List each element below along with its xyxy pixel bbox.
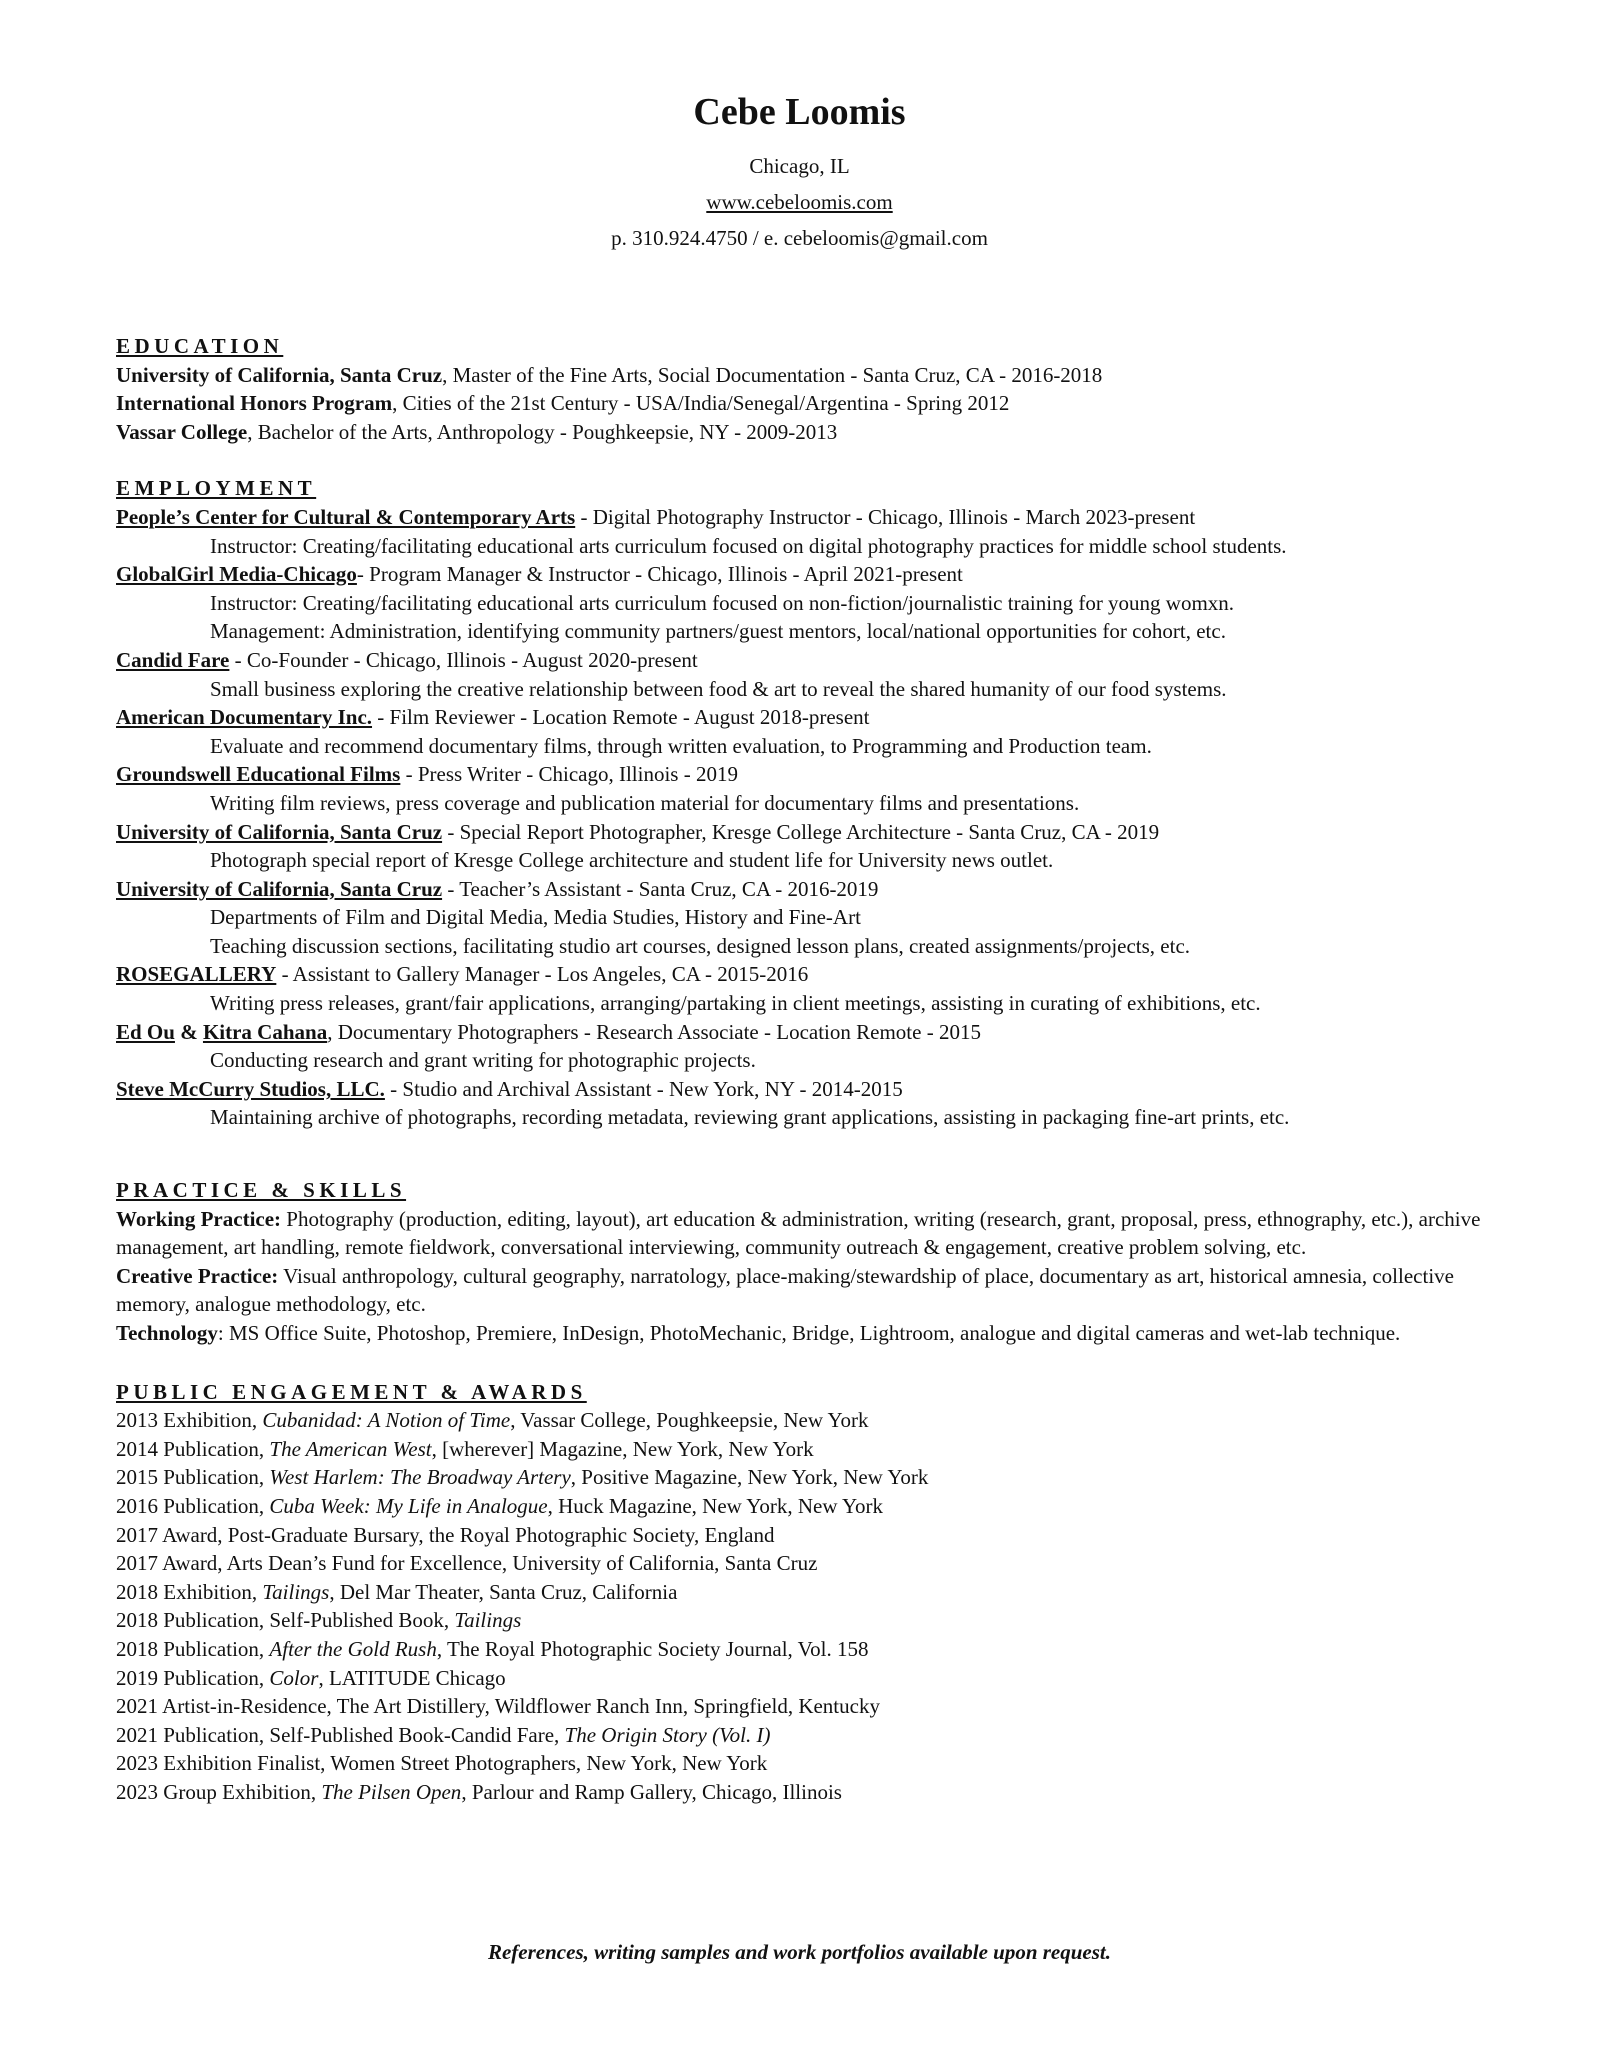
award-title: Tailings xyxy=(262,1579,330,1604)
skills-section xyxy=(116,1176,1486,1348)
award-text: , The Royal Photographic Society Journal, Vol. 158 xyxy=(436,1636,869,1661)
job-description: Instructor: Creating/facilitating educational arts curriculum focused on digital photography practices for middle school students. xyxy=(210,533,1287,558)
skills-creative xyxy=(116,1262,1486,1319)
job-role: - Special Report Photographer, Kresge College Architecture - Santa Cruz, CA - 2019 xyxy=(442,819,1160,844)
job-role: - Studio and Archival Assistant - New York, NY - 2014-2015 xyxy=(384,1076,903,1101)
job-title-line xyxy=(116,875,1486,904)
employer-name-2: Kitra Cahana xyxy=(202,1019,328,1044)
award-item xyxy=(116,1721,1486,1750)
award-text: 2021 Publication, Self-Published Book-Candid Fare, xyxy=(116,1722,565,1747)
resume-header xyxy=(0,88,1599,256)
job-title-line xyxy=(116,960,1486,989)
job-title-line xyxy=(116,703,1486,732)
education-detail: , Bachelor of the Arts, Anthropology - Poughkeepsie, NY - 2009-2013 xyxy=(247,419,838,444)
job-role: - Teacher’s Assistant - Santa Cruz, CA - 2016-2019 xyxy=(442,876,879,901)
employer-name: Steve McCurry Studios, LLC. xyxy=(116,1076,385,1101)
job-role: - Co-Founder - Chicago, Illinois - August 2020-present xyxy=(229,647,698,672)
school-name: University of California, Santa Cruz xyxy=(116,362,443,387)
award-title: Color xyxy=(269,1665,319,1690)
award-item xyxy=(116,1435,1486,1464)
job-description: Management: Administration, identifying community partners/guest mentors, local/national opportunities for cohort, etc. xyxy=(210,619,1226,644)
section-title-skills: PRACTICE & SKILLS xyxy=(116,1178,407,1203)
award-text: , Huck Magazine, New York, New York xyxy=(547,1493,884,1518)
footer-note: References, writing samples and work portfolios available upon request. xyxy=(487,1940,1112,1964)
resume-name: Cebe Loomis xyxy=(693,91,906,133)
job-role: - Film Reviewer - Location Remote - August 2018-present xyxy=(372,705,870,730)
award-text: , Positive Magazine, New York, New York xyxy=(570,1465,929,1490)
award-text: , [wherever] Magazine, New York, New York xyxy=(431,1436,814,1461)
education-detail: , Cities of the 21st Century - USA/India/Senegal/Argentina - Spring 2012 xyxy=(392,391,1010,416)
contact-line: p. 310.924.4750 / e. cebeloomis@gmail.com xyxy=(611,226,988,250)
education-item xyxy=(116,389,1486,418)
location: Chicago, IL xyxy=(749,154,850,178)
job-description: Instructor: Creating/facilitating educational arts curriculum focused on non-fiction/journalistic training for young womxn. xyxy=(210,590,1235,615)
job-role: , Documentary Photographers - Research Associate - Location Remote - 2015 xyxy=(327,1019,981,1044)
skills-technology xyxy=(116,1319,1486,1348)
award-title: Tailings xyxy=(454,1608,522,1633)
website-link[interactable]: www.cebeloomis.com xyxy=(706,190,893,214)
award-text: 2013 Exhibition, xyxy=(116,1408,263,1433)
education-item xyxy=(116,361,1486,390)
awards-section xyxy=(116,1378,1486,1807)
award-title: The Origin Story (Vol. I) xyxy=(564,1722,771,1747)
job-description: Photograph special report of Kresge College architecture and student life for University news outlet. xyxy=(210,848,1054,873)
award-text: 2017 Award, Post-Graduate Bursary, the Royal Photographic Society, England xyxy=(116,1522,775,1547)
employment-section xyxy=(116,474,1486,1132)
job-description: Teaching discussion sections, facilitating studio art courses, designed lesson plans, created assignments/projects, etc. xyxy=(210,933,1191,958)
resume-body xyxy=(116,332,1486,1807)
employer-name: Ed Ou xyxy=(116,1019,175,1044)
award-text: , Del Mar Theater, Santa Cruz, California xyxy=(329,1579,678,1604)
awards-list xyxy=(116,1406,1486,1806)
skills-text: Photography (production, editing, layout), art education & administration, writing (research, grant, proposal, press, ethnography, etc.), archive management, art handling, remote fieldwork, conversational interviewing, community outreach & engagement, creative problem solving, etc. xyxy=(116,1206,1481,1260)
award-item xyxy=(116,1778,1486,1807)
job-description: Small business exploring the creative relationship between food & art to reveal the shared humanity of our food systems. xyxy=(210,676,1227,701)
employer-name: American Documentary Inc. xyxy=(116,705,373,730)
award-text: 2023 Group Exhibition, xyxy=(116,1779,322,1804)
section-title-employment: EMPLOYMENT xyxy=(116,476,317,501)
employer-name: GlobalGirl Media-Chicago xyxy=(116,562,357,587)
job-title-line xyxy=(116,760,1486,789)
award-text: 2018 Publication, xyxy=(116,1636,270,1661)
job-description: Writing press releases, grant/fair applications, arranging/partaking in client meetings, assisting in curating of exhibitions, etc. xyxy=(210,991,1261,1016)
job-role: - Press Writer - Chicago, Illinois - 2019 xyxy=(400,762,738,787)
award-text: , Vassar College, Poughkeepsie, New York xyxy=(510,1408,869,1433)
job-description: Conducting research and grant writing for photographic projects. xyxy=(210,1048,756,1073)
job-title-line xyxy=(116,560,1486,589)
employer-name: Candid Fare xyxy=(116,647,230,672)
award-title: Cubanidad: A Notion of Time xyxy=(262,1408,511,1433)
skills-text: Visual anthropology, cultural geography, narratology, place-making/stewardship of place, documentary as art, historical amnesia, collective memory, analogue methodology, etc. xyxy=(116,1263,1454,1317)
job-role: - Assistant to Gallery Manager - Los Angeles, CA - 2015-2016 xyxy=(276,962,809,987)
job-title-line xyxy=(116,503,1486,532)
award-item xyxy=(116,1606,1486,1635)
award-text: 2023 Exhibition Finalist, Women Street Photographers, New York, New York xyxy=(116,1751,768,1776)
education-detail: , Master of the Fine Arts, Social Documentation - Santa Cruz, CA - 2016-2018 xyxy=(442,362,1103,387)
school-name: International Honors Program xyxy=(116,391,393,416)
education-section xyxy=(116,332,1486,446)
skills-label: Creative Practice: xyxy=(116,1263,279,1288)
award-item xyxy=(116,1463,1486,1492)
award-item xyxy=(116,1692,1486,1721)
skills-text: : MS Office Suite, Photoshop, Premiere, InDesign, PhotoMechanic, Bridge, Lightroom, analogue and digital cameras and wet-lab technique. xyxy=(217,1321,1401,1345)
award-text: 2015 Publication, xyxy=(116,1465,270,1490)
employer-name: ROSEGALLERY xyxy=(116,962,277,987)
award-text: 2018 Publication, Self-Published Book, xyxy=(116,1608,455,1633)
job-title-line xyxy=(116,1075,1486,1104)
employer-name: Groundswell Educational Films xyxy=(116,762,401,787)
job-description: Writing film reviews, press coverage and publication material for documentary films and presentations. xyxy=(210,790,1080,815)
employer-name: University of California, Santa Cruz xyxy=(116,876,443,901)
award-text: 2014 Publication, xyxy=(116,1436,270,1461)
award-text: 2021 Artist-in-Residence, The Art Distillery, Wildflower Ranch Inn, Springfield, Kentucky xyxy=(116,1694,880,1719)
award-text: 2017 Award, Arts Dean’s Fund for Excellence, University of California, Santa Cruz xyxy=(116,1551,818,1576)
job-description: Maintaining archive of photographs, recording metadata, reviewing grant applications, assisting in packaging fine-art prints, etc. xyxy=(210,1105,1290,1130)
award-item xyxy=(116,1664,1486,1693)
job-role: - Program Manager & Instructor - Chicago, Illinois - April 2021-present xyxy=(356,562,963,587)
job-title-line xyxy=(116,646,1486,675)
school-name: Vassar College xyxy=(116,419,248,444)
skills-label: Technology xyxy=(116,1321,218,1345)
job-title-line xyxy=(116,818,1486,847)
education-item xyxy=(116,418,1486,447)
job-title-line xyxy=(116,1018,1486,1047)
award-title: The Pilsen Open xyxy=(321,1779,462,1804)
award-text: 2018 Exhibition, xyxy=(116,1579,263,1604)
award-text: , Parlour and Ramp Gallery, Chicago, Illinois xyxy=(461,1779,842,1804)
job-role: - Digital Photography Instructor - Chicago, Illinois - March 2023-present xyxy=(575,504,1196,529)
award-text: , LATITUDE Chicago xyxy=(318,1665,506,1690)
award-item xyxy=(116,1578,1486,1607)
ampersand: & xyxy=(174,1019,203,1044)
employer-name: University of California, Santa Cruz xyxy=(116,819,443,844)
section-title-education: EDUCATION xyxy=(116,334,284,358)
skills-label: Working Practice: xyxy=(116,1206,282,1231)
section-title-awards: PUBLIC ENGAGEMENT & AWARDS xyxy=(116,1379,587,1404)
award-item xyxy=(116,1492,1486,1521)
award-item xyxy=(116,1635,1486,1664)
job-description: Evaluate and recommend documentary films, through written evaluation, to Programming and Production team. xyxy=(210,733,1152,758)
award-item xyxy=(116,1749,1486,1778)
job-description: Departments of Film and Digital Media, Media Studies, History and Fine-Art xyxy=(210,905,861,930)
award-item xyxy=(116,1521,1486,1550)
award-item xyxy=(116,1549,1486,1578)
award-title: After the Gold Rush xyxy=(269,1636,437,1661)
award-title: The American West xyxy=(269,1436,432,1461)
award-item xyxy=(116,1406,1486,1435)
skills-working xyxy=(116,1205,1486,1262)
award-title: West Harlem: The Broadway Artery xyxy=(269,1465,571,1490)
award-title: Cuba Week: My Life in Analogue xyxy=(269,1493,548,1518)
award-text: 2019 Publication, xyxy=(116,1665,270,1690)
employer-name: People’s Center for Cultural & Contemporary Arts xyxy=(116,504,576,529)
award-text: 2016 Publication, xyxy=(116,1493,270,1518)
